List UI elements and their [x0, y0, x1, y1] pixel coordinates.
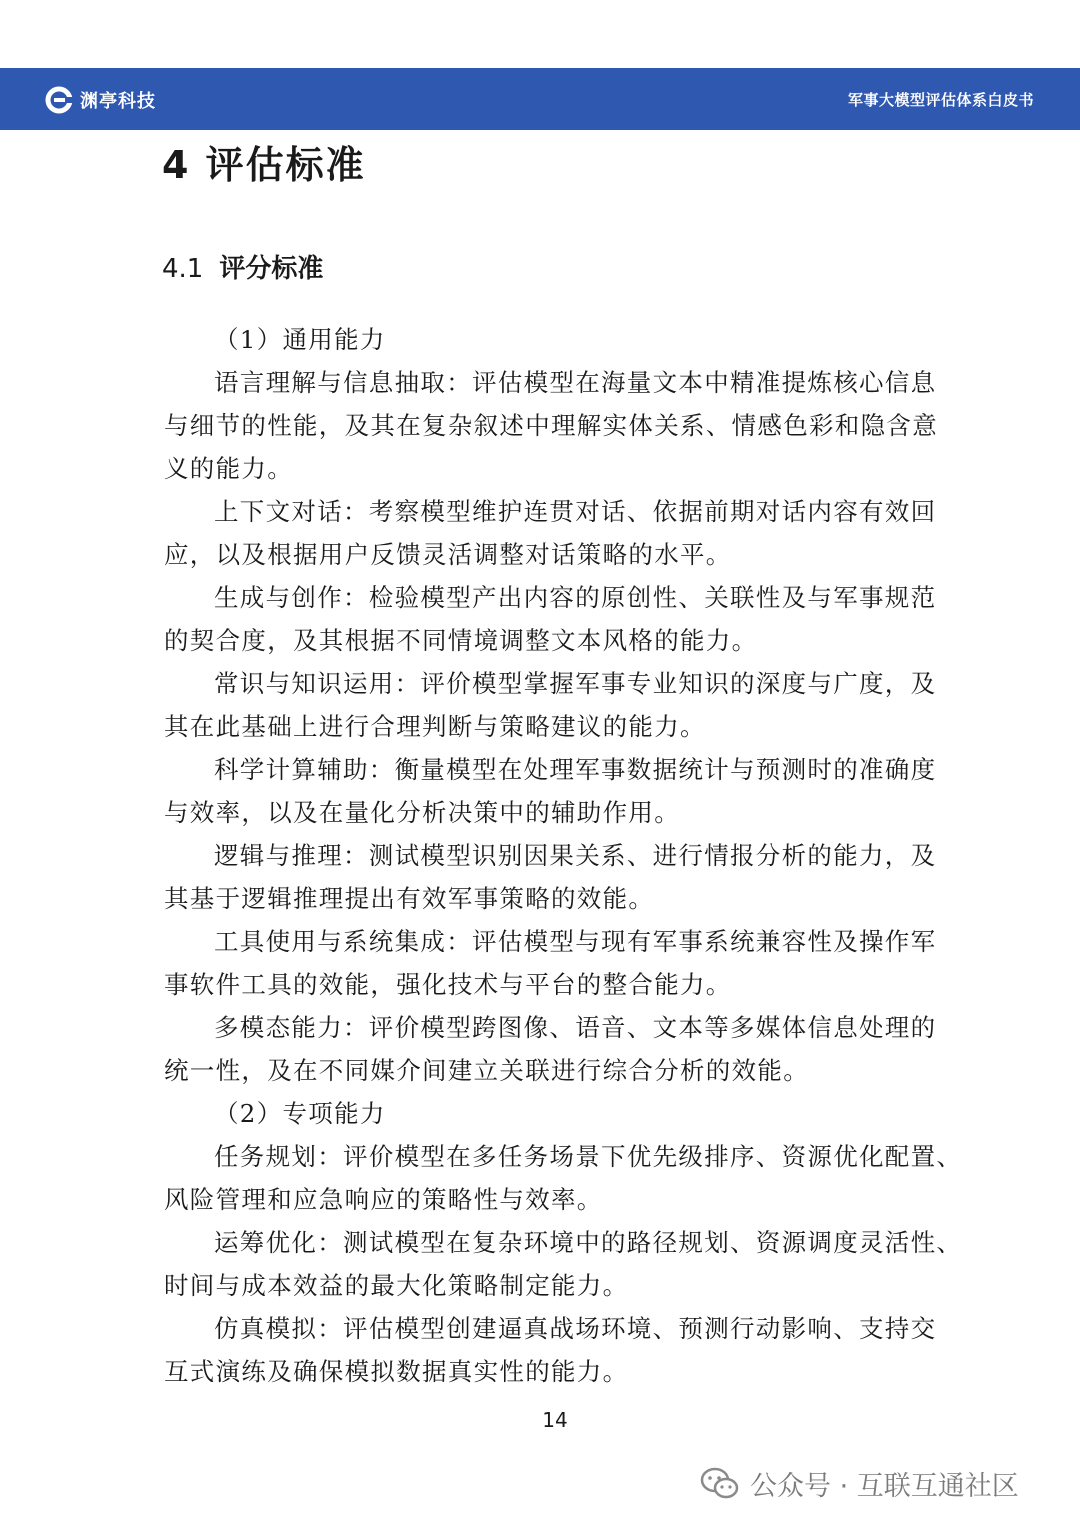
text-line: 事软件工具的效能，强化技术与平台的整合能力。 — [164, 970, 732, 999]
text-line: 上下文对话：考察模型维护连贯对话、依据前期对话内容有效回 — [214, 497, 937, 526]
brand-logo — [44, 85, 156, 115]
text-line: 多模态能力：评价模型跨图像、语音、文本等多媒体信息处理的 — [214, 1013, 937, 1042]
subheading-general: （1）通用能力 — [214, 325, 386, 354]
text-line: 工具使用与系统集成：评估模型与现有军事系统兼容性及操作军 — [214, 927, 937, 956]
text-line: 常识与知识运用：评价模型掌握军事专业知识的深度与广度，及 — [214, 669, 937, 698]
text-line: 风险管理和应急响应的策略性与效率。 — [164, 1185, 603, 1214]
watermark — [700, 1464, 1019, 1503]
text-line: 与效率，以及在量化分析决策中的辅助作用。 — [164, 798, 680, 827]
text-line: 其基于逻辑推理提出有效军事策略的效能。 — [164, 884, 655, 913]
wechat-icon — [700, 1466, 740, 1502]
text-line: 生成与创作：检验模型产出内容的原创性、关联性及与军事规范 — [214, 583, 937, 612]
text-line: 语言理解与信息抽取：评估模型在海量文本中精准提炼核心信息 — [214, 368, 937, 397]
text-line: 义的能力。 — [164, 454, 293, 483]
text-line: 逻辑与推理：测试模型识别因果关系、进行情报分析的能力，及 — [214, 841, 937, 870]
text-line: 应，以及根据用户反馈灵活调整对话策略的水平。 — [164, 540, 732, 569]
text-line: 时间与成本效益的最大化策略制定能力。 — [164, 1271, 629, 1300]
document-title: 军事大模型评估体系白皮书 — [847, 91, 1034, 109]
text-line: 仿真模拟：评估模型创建逼真战场环境、预测行动影响、支持交 — [214, 1314, 937, 1343]
text-line: 与细节的性能，及其在复杂叙述中理解实体关系、情感色彩和隐含意 — [164, 411, 938, 440]
body-text — [164, 318, 963, 1393]
text-line: 互式演练及确保模拟数据真实性的能力。 — [164, 1357, 629, 1386]
section-heading — [162, 248, 323, 285]
page-number: 14 — [542, 1408, 568, 1432]
brand-name: 渊亭科技 — [80, 91, 156, 112]
section-title: 评分标准 — [219, 254, 324, 284]
subheading-special: （2）专项能力 — [214, 1099, 386, 1128]
brand-logo-icon — [44, 85, 74, 115]
header-bar — [0, 68, 1080, 130]
chapter-heading: 4 评估标准 — [162, 143, 366, 187]
text-line: 其在此基础上进行合理判断与策略建议的能力。 — [164, 712, 706, 741]
text-line: 的契合度，及其根据不同情境调整文本风格的能力。 — [164, 626, 758, 655]
text-line: 科学计算辅助：衡量模型在处理军事数据统计与预测时的准确度 — [214, 755, 937, 784]
watermark-text: 公众号 · 互联互通社区 — [750, 1471, 1019, 1502]
text-line: 任务规划：评价模型在多任务场景下优先级排序、资源优化配置、 — [214, 1142, 963, 1171]
section-number: 4.1 — [162, 254, 204, 284]
text-line: 统一性，及在不同媒介间建立关联进行综合分析的效能。 — [164, 1056, 809, 1085]
text-line: 运筹优化：测试模型在复杂环境中的路径规划、资源调度灵活性、 — [214, 1228, 963, 1257]
